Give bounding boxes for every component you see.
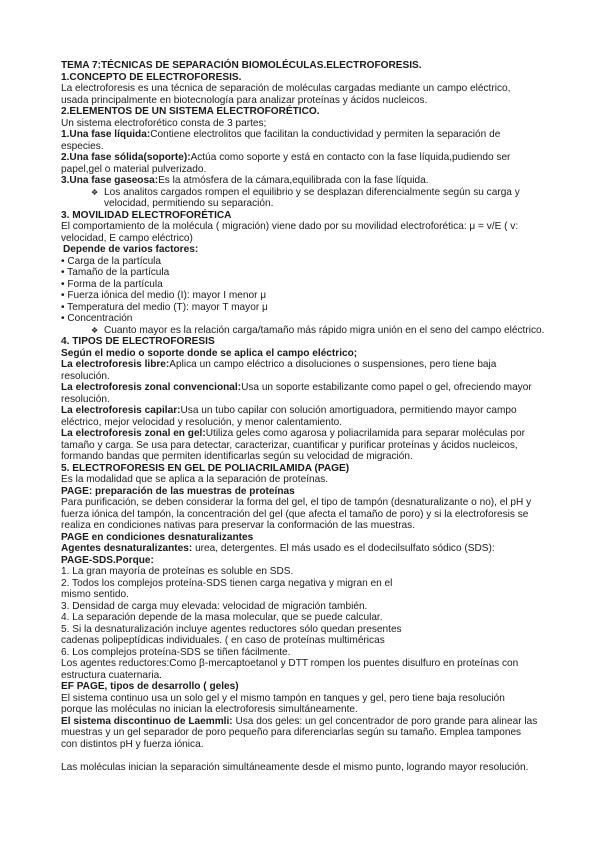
- paragraph-line: velocidad, E campo eléctrico): [61, 232, 193, 244]
- reason-item: mismo sentido.: [61, 589, 129, 600]
- paragraph-line: formando bandas que permiten identificarlas según su velocidad de migración.: [61, 451, 413, 462]
- paragraph-line: eléctrico, mejor velocidad y resolución, y menor calentamiento.: [61, 416, 343, 428]
- paragraph-line: con distintos pH y fuerza iónica.: [61, 738, 204, 750]
- denaturing-heading: PAGE en condiciones desnaturalizantes: [61, 531, 254, 543]
- factors-heading: Depende de varios factores:: [63, 244, 199, 255]
- gas-phase-line: [61, 175, 539, 187]
- diamond-bullet-icon: ❖: [91, 187, 99, 197]
- paragraph-line: tamaño y carga. Se usa para detectar, caracterizar, cuantificar y purificar proteínas y ácidos nucleicos,: [61, 439, 518, 451]
- paragraph-line: realiza en condiciones nativas para preservar la conformación de las muestras.: [61, 520, 416, 531]
- capillary-line: La electroforesis capilar:Usa un tubo capilar con solución amortiguadora, permitiendo mayor campo: [61, 405, 517, 416]
- section-4-subheading: Según el medio o soporte donde se aplica el campo eléctrico;: [61, 347, 358, 359]
- paragraph-line: resolución.: [61, 393, 110, 405]
- liquid-phase-line: [61, 129, 539, 141]
- section-3-heading: 3. MOVILIDAD ELECTROFORÉTICA: [61, 209, 232, 221]
- paragraph-line: fuerza iónica del tampón, la concentración del gel (que afecta el tamaño de poro) y si la electroforesis se: [61, 508, 529, 520]
- term-text: Es la atmósfera de la cámara,equilibrada con la fase líquida.: [158, 175, 429, 186]
- section-2-heading: 2.ELEMENTOS DE UN SISTEMA ELECTROFORÉTICO.: [61, 106, 320, 117]
- reason-item: cadenas polipeptídicas individuales. ( en caso de proteínas multiméricas: [61, 635, 385, 646]
- factor-item: • Tamaño de la partícula: [61, 267, 170, 278]
- paragraph-line: La electroforesis es una técnica de separación de moléculas cargadas mediante un campo eléctrico,: [61, 83, 511, 94]
- libre-line: La electroforesis libre:Aplica un campo eléctrico a disoluciones o suspensiones, pero tiene baja: [61, 359, 497, 370]
- spacer: [61, 750, 539, 762]
- factor-item: • Forma de la partícula: [61, 278, 163, 290]
- paragraph-line: Las moléculas inician la separación simultáneamente desde el mismo punto, logrando mayor resolución.: [61, 761, 529, 773]
- sds-heading: PAGE-SDS.Porque:: [61, 554, 154, 566]
- note-line: ❖ Los analitos cargados rompen el equilibrio y se desplazan diferencialmente según su carga y: [91, 186, 520, 198]
- reason-item: 4. La separación depende de la masa molecular, que se puede calcular.: [61, 612, 383, 623]
- agents-line: Agentes desnaturalizantes: urea, detergentes. El más usado es el dodecilsulfato sódico (SDS):: [61, 543, 495, 554]
- solid-phase-line: [61, 152, 539, 164]
- term-label: 2.Una fase sólida(soporte):: [61, 152, 191, 163]
- paragraph-line: muestras y un gel separador de poro pequeño para diferenciarlas según su tamaño. Emplea tampones: [61, 727, 522, 738]
- reason-item: 2. Todos los complejos proteína-SDS tienen carga negativa y migran en el: [61, 577, 393, 589]
- factor-item: • Carga de la partícula: [61, 255, 162, 267]
- paragraph-line: porque las moléculas no inician la electroforesis simultáneamente.: [61, 704, 358, 715]
- note-line: velocidad, permitiendo su separación.: [104, 198, 274, 209]
- document-body: [61, 60, 545, 773]
- reason-item: 1. La gran mayoría de proteínas es soluble en SDS.: [61, 566, 294, 577]
- reason-item: estructura cuaternaria.: [61, 669, 162, 681]
- conventional-line: La electroforesis zonal convencional:Usa un soporte estabilizante como papel o gel, ofreciendo mayor: [61, 382, 532, 393]
- paragraph-line: especies.: [61, 140, 104, 152]
- reason-item: 3. Densidad de carga muy elevada: velocidad de migración también.: [61, 600, 368, 612]
- term-label: El sistema discontinuo de Laemmli:: [61, 715, 233, 727]
- term-label: La electroforesis libre:: [61, 359, 170, 370]
- note-line: ❖ Cuanto mayor es la relación carga/tamaño más rápido migra unión en el seno del campo eléctrico.: [91, 324, 545, 336]
- term-label: Agentes desnaturalizantes:: [61, 543, 193, 554]
- term-label: La electroforesis zonal convencional:: [61, 382, 242, 393]
- paragraph-line: resolución.: [61, 370, 110, 382]
- term-label: La electroforesis zonal en gel:: [61, 428, 206, 439]
- document-title: TEMA 7:TÉCNICAS DE SEPARACIÓN BIOMOLÉCULAS.ELECTROFORESIS.: [61, 60, 422, 71]
- diamond-bullet-icon: ❖: [91, 325, 99, 335]
- term-text: Actúa como soporte y está en contacto con la fase líquida,pudiendo ser: [190, 152, 511, 163]
- section-4-heading: 4. TIPOS DE ELECTROFORESIS: [61, 336, 215, 347]
- paragraph-line: papel,gel o material pulverizado.: [61, 163, 207, 175]
- paragraph-line: Un sistema electroforético consta de 3 partes;: [61, 117, 267, 129]
- laemmli-line: El sistema discontinuo de Laemmli: Usa dos geles: un gel concentrador de poro grande para alinear las: [61, 715, 538, 727]
- paragraph-line: El sistema continuo usa un solo gel y el mismo tampón en tanques y gel, pero tiene baja resolución: [61, 692, 505, 704]
- factor-item: • Fuerza iónica del medio (I): mayor I menor μ: [61, 290, 267, 301]
- reason-item: 5. Si la desnaturalización incluye agentes reductores sólo quedan presentes: [61, 623, 402, 635]
- term-label: 3.Una fase gaseosa:: [61, 175, 159, 186]
- term-label: 1.Una fase líquida:: [61, 129, 151, 140]
- types-heading: EF PAGE, tipos de desarrollo ( geles): [61, 681, 239, 692]
- reason-item: 6. Los complejos proteína-SDS se tiñen fácilmente.: [61, 646, 291, 658]
- factor-item: • Temperatura del medio (T): mayor T mayor μ: [61, 301, 268, 313]
- term-text: Contiene electrolitos que facilitan la conductividad y permiten la separación de: [150, 129, 501, 140]
- section-5-heading: 5. ELECTROFORESIS EN GEL DE POLIACRILAMIDA (PAGE): [61, 462, 350, 474]
- paragraph-line: Para purificación, se deben considerar la forma del gel, el tipo de tampón (desnaturalizante o no), el pH y: [61, 497, 532, 508]
- factor-item: • Concentración: [61, 313, 133, 324]
- gel-line: La electroforesis zonal en gel:Utiliza geles como agarosa y poliacrilamida para separar moléculas por: [61, 428, 525, 439]
- paragraph-line: Es la modalidad que se aplica a la separación de proteínas.: [61, 474, 329, 485]
- paragraph-line: El comportamiento de la molécula ( migración) viene dado por su movilidad electroforética: μ = v/E ( v:: [61, 221, 519, 232]
- prep-heading: PAGE: preparación de las muestras de proteínas: [61, 485, 295, 497]
- term-label: La electroforesis capilar:: [61, 405, 181, 416]
- section-1-heading: 1.CONCEPTO DE ELECTROFORESIS.: [61, 71, 242, 83]
- reason-item: Los agentes reductores:Como β-mercaptoetanol y DTT rompen los puentes disulfuro en proteínas con: [61, 658, 519, 669]
- paragraph-line: usada principalmente en biotecnología para analizar proteínas y ácidos nucleicos.: [61, 94, 428, 106]
